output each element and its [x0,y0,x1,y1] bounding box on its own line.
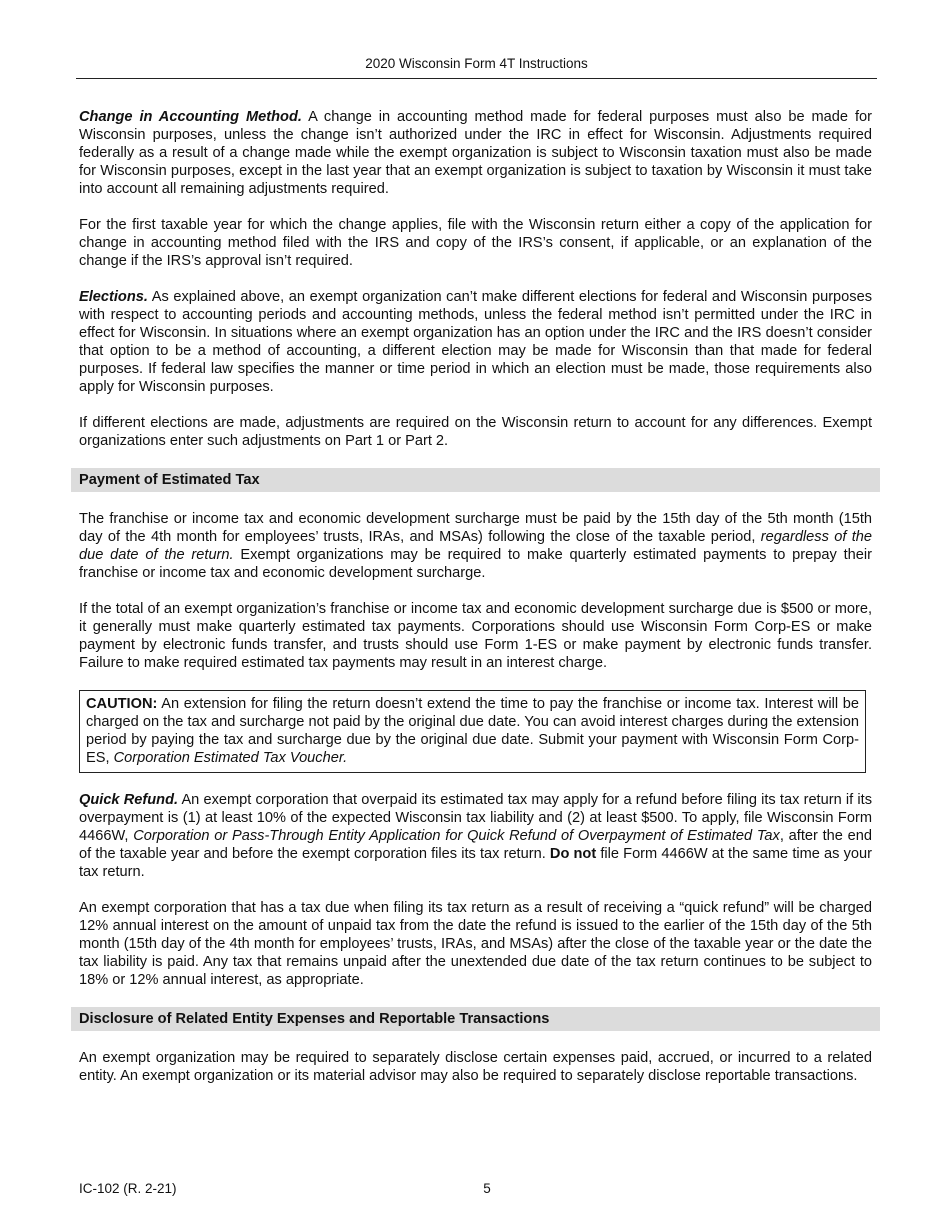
estimated-tax-due-paragraph [79,510,872,582]
estimated-tax-quarterly-paragraph: If the total of an exempt organization’s franchise or income tax and economic development surcharge due is $500 or more, it generally must make quarterly estimated tax payments. Corporations should use Wisconsin Form Corp-ES or make payment by electronic funds transfer, and trusts should use Form 1-ES or make payment by electronic funds transfer. Failure to make required estimated tax payments may result in an interest charge. [79,601,872,671]
change-accounting-paragraph [79,108,872,198]
quick-refund-text-b: , after the end of the taxable year and before the exempt corporation files its tax return. [79,828,872,862]
elections-text: As explained above, an exempt organization can’t make different elections for federal and Wisconsin purposes with respect to accounting periods and accounting methods, unless the federal method isn’t permitted under the IRC in effect for Wisconsin. In situations where an exempt organization has an option under the IRC and the IRS doesn’t consider that option to be a method of accounting, a different election may be made for Wisconsin than that made for federal purposes. If federal law specifies the manner or time period in which an election must be made, those requirements also apply for Wisconsin purposes. [79,289,872,395]
page-header: 2020 Wisconsin Form 4T Instructions [76,55,877,79]
caution-form-name: Corporation Estimated Tax Voucher. [113,750,348,766]
elections-paragraph [79,288,872,396]
quick-refund-form-title: Corporation or Pass-Through Entity Application for Quick Refund of Overpayment of Estimated Tax [133,828,780,844]
section-heading-disclosure: Disclosure of Related Entity Expenses and Reportable Transactions [71,1007,880,1031]
footer-page-number: 5 [483,1181,491,1196]
quick-refund-interest-paragraph: An exempt corporation that has a tax due when filing its tax return as a result of receiving a “quick refund” will be charged 12% annual interest on the amount of unpaid tax from the date the refund is issued to the earlier of the 15th day of the 5th month (15th day of the 4th month for employees’ trusts, IRAs, and MSAs) after the close of the taxable year or the date the tax liability is paid. Any tax that remains unpaid after the unextended due date of the tax return continues to be subject to 18% or 12% annual interest, as appropriate. [79,900,872,988]
quick-refund-text-c: file Form 4466W at the same time as your tax return. [79,846,872,880]
caution-box [79,690,866,773]
footer-form-code: IC-102 (R. 2-21) [79,1181,177,1196]
elections-adjustments-paragraph: If different elections are made, adjustments are required on the Wisconsin return to account for any differences. Exempt organizations enter such adjustments on Part 1 or Part 2. [79,415,872,449]
document-body [79,108,872,1103]
change-accounting-lead: Change in Accounting Method. [79,109,302,125]
quick-refund-paragraph [79,791,872,881]
disclosure-paragraph: An exempt organization may be required to separately disclose certain expenses paid, accrued, or incurred to a related entity. An exempt organization or its material advisor may also be required to separately disclose reportable transactions. [79,1050,872,1084]
caution-label: CAUTION: [86,696,158,712]
section-heading-estimated-tax: Payment of Estimated Tax [71,468,880,492]
elections-lead: Elections. [79,289,148,305]
quick-refund-lead: Quick Refund. [79,792,179,808]
estimated-tax-due-text-a: The franchise or income tax and economic development surcharge must be paid by the 15th day of the 5th month (15th day of the 4th month for employees’ trusts, IRAs, and MSAs) following the close of the taxable period, [79,511,872,545]
estimated-tax-due-italic: regardless of the due date of the return. [79,529,872,563]
change-accounting-filing-paragraph: For the first taxable year for which the change applies, file with the Wisconsin return either a copy of the application for change in accounting method filed with the IRS and copy of the IRS’s consent, if applicable, or an explanation of the change if the IRS’s approval isn’t required. [79,217,872,269]
caution-text: An extension for filing the return doesn’t extend the time to pay the franchise or income tax. Interest will be charged on the tax and surcharge not paid by the original due date. You can avoid interest charges during the extension period by paying the tax and surcharge due by the original due date. Submit your payment with Wisconsin Form Corp-ES, [86,696,859,766]
quick-refund-text-a: An exempt corporation that overpaid its estimated tax may apply for a refund before filing its tax return if its overpayment is (1) at least 10% of the expected Wisconsin tax liability and (2) at least $500. To apply, file Wisconsin Form 4466W, [79,792,872,844]
estimated-tax-due-text-b: Exempt organizations may be required to make quarterly estimated payments to prepay their franchise or income tax and economic development surcharge. [79,547,872,581]
change-accounting-text: A change in accounting method made for federal purposes must also be made for Wisconsin purposes, unless the change isn’t authorized under the IRC in effect for Wisconsin. Adjustments required federally as a result of a change made while the exempt organization is subject to Wisconsin taxation must also be made for Wisconsin purposes, except in the last year that an exempt organization is subject to taxation by Wisconsin it must take into account all remaining adjustments required. [79,109,873,197]
quick-refund-do-not: Do not [549,846,597,862]
